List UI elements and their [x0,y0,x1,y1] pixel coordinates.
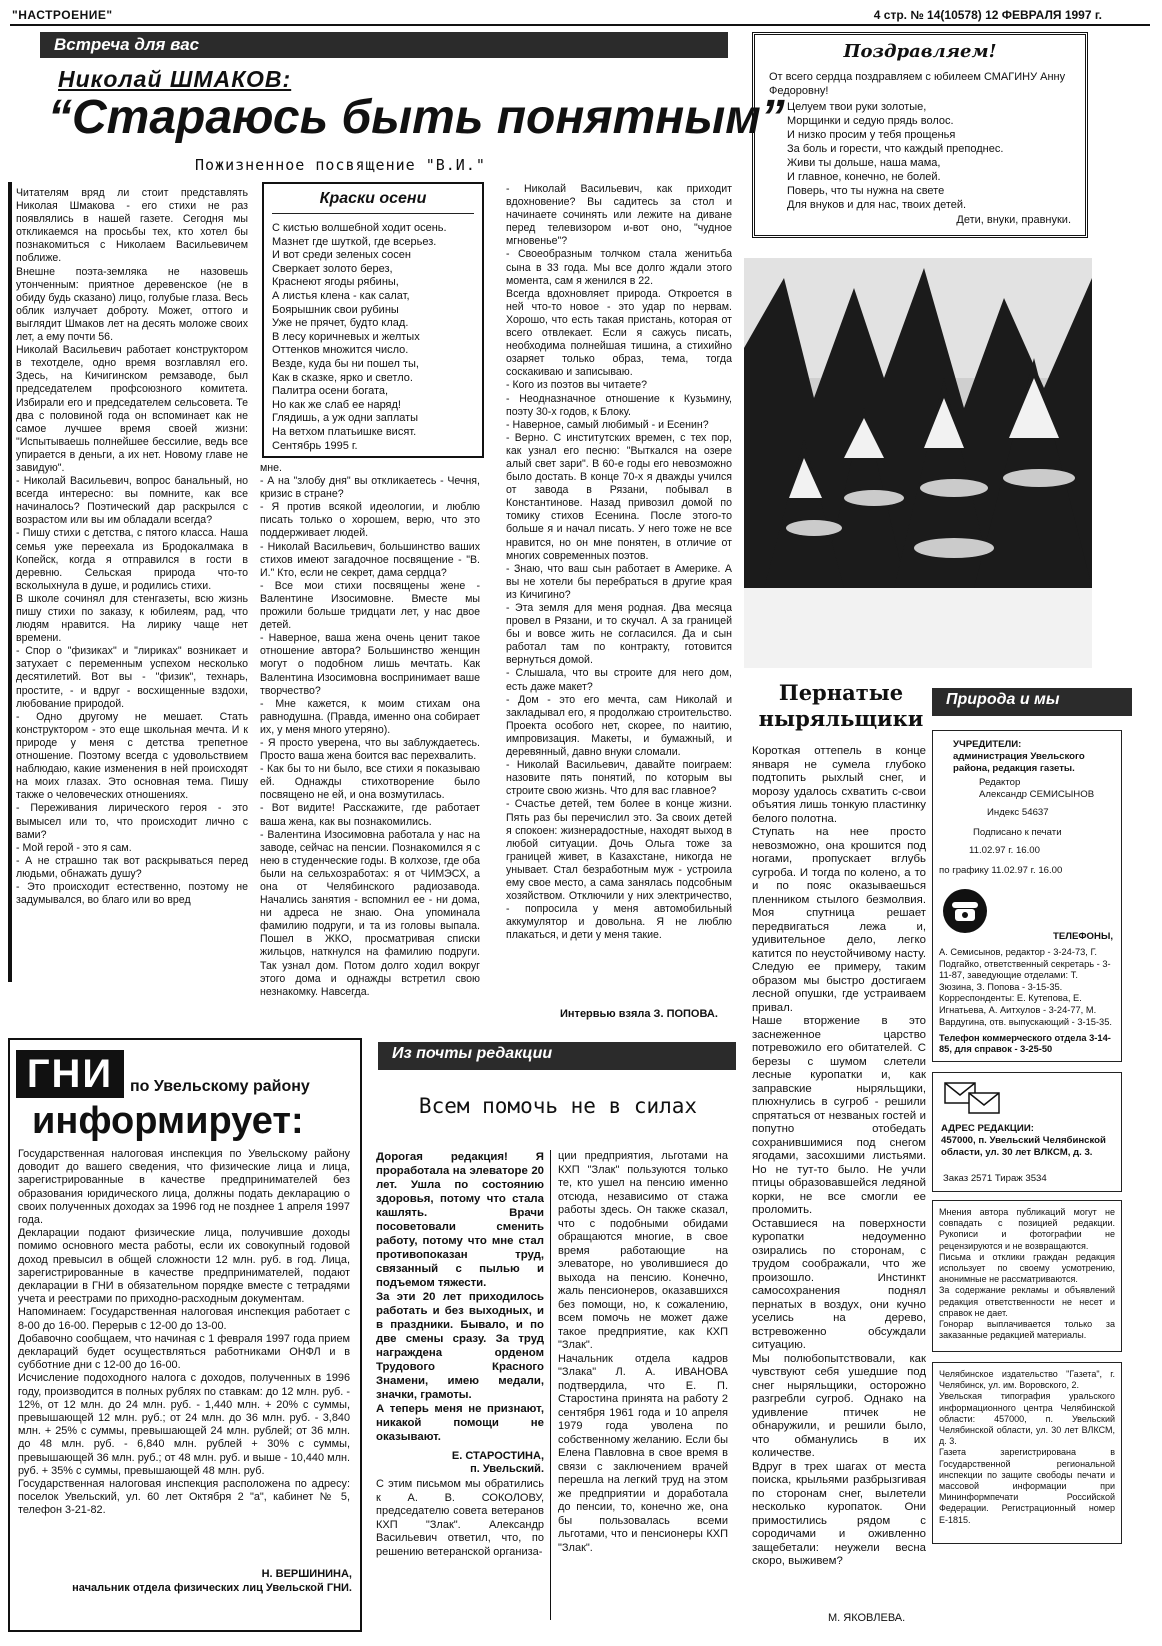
commerce-phone: Телефон коммерческого отдела 3-14-85, для справок - 3-25-50 [939,1033,1111,1055]
header-rule [10,24,1150,26]
letter-response: С этим письмом мы обратились к А. В. СОКОЛОВУ, председателю совета ветеранов КХП "Злак". Александр Васильевич ответил, что, по решению ветеранской организа- [376,1478,544,1558]
order-line: Заказ 2571 Тираж 3534 [943,1173,1047,1184]
publisher-box [932,1362,1122,1544]
signed-date: 11.02.97 г. 16.00 [969,845,1040,856]
greeting-box [752,32,1088,238]
birds-text: Короткая оттепель в конце января не сумела глубоко подтопить рыхлый снег, и морозу удалось схватить с-свои объятия лишь тонкую пластинку белого полотна. Ступать на нее просто невозможно, она крошится под ногами, пропускает вглубь сугроба. И тогда по колено, а то и по пояс оказываешься пленником стылого безмолвия. Моя спутница решает передвигаться лежа и, удивительное дело, легко катится по неустойчивому насту. Следую ее примеру, таким образом мы быстро достигаем лесной опушки, где устраиваем привал. Наше вторжение в это заснеженное царство потревожило его обитателей. С березы с шумом слетели лесные куропатки и, как заправские ныряльщики, плюхнулись в сугроб - решили спрятаться от незваных гостей и попутно отобедать сохранившимися под снегом ягодами, засохшими листьями. Но не тут-то было. Не учли птицы образовавшейся ледяной корки, не все смогли ее проломить. Оставшиеся на поверхности куропатки недоуменно озирались по сторонам, с трудом соображали, что же произошло. Инстинкт самосохранения поднял пернатых в воздух, они кучно уселись на дерево, встревоженно обсуждали ситуацию. Мы полюбопытствовали, как чувствуют себя ушедшие под снег ныряльщики, осторожно разгребли сугроб. Однако на удивление птичек не обнаружили, и решили было, что обманулись в их количестве. Вдруг в трех шагах от места поиска, крыльями разбрызгивая по сторонам снег, вылетели несколько куропаток. Они примостились рядом с сородичами и оживленно защебетали: неужели весна скоро, выживем? [752,745,926,1567]
letter-author-place: п. Увельский. [470,1463,544,1475]
letter-column-2: ции предприятия, льготами на КХП "Злак" пользуются только те, кто ушел на пенсию именно отсюда, независимо от стажа работы здесь. Он также сказал, что с подобными обидами обращаются многие, в свое время работающие на элеваторе, но уволившиеся до выхода на пенсию. Конечно, жаль пенсионеров, оказавшихся без помощи, но, к сожалению, всем помочь не может даже такое предприятие, как КХП "Злак". Начальник отдела кадров "Злака" Л. А. ИВАНОВА подтвердила, что Е. П. Старостина принята на работу 2 сентября 1961 года и 10 апреля 1979 года уволена по собственному желанию. Если бы Елена Павловна в свое время в связи с заключением врачей перешла на легкий труд на этом же предприятии и доработала до пенсии, то, конечно же, она бы пользовалась всеми льготами, что и пенсионеры КХП "Злак". [558,1150,728,1554]
winter-forest-photo [744,258,1092,668]
left-bar [8,182,12,982]
subscription-index: Индекс 54637 [987,807,1049,818]
poem-box [262,182,484,458]
letter-author: Е. СТАРОСТИНА, [451,1450,544,1462]
tax-logo: ГНИ [16,1050,124,1098]
tax-text: Государственная налоговая инспекция по Увельскому району доводит до вашего сведения, что физические лица и лица, зарегистрированные в качестве предпринимателей без образования юридического лица, должны подать декларацию о своих полученных доходах за 1996 год не позднее 1 апреля 1997 года. Декларации подают физические лица, получившие доходы помимо основного места работы, если их совокупный годовой доход превысил в общей сложности 12 млн. руб. в год. Лица, зарегистрированные в качестве предпринимателей, подают декларации в ГНИ в обязательном порядке вместе с тетрадями учета и реестрами по приходно-расходным документам. Напоминаем: Государственная налоговая инспекция работает с 8-00 до 16-00. Перерыв с 12-00 до 13-00. Добавочно сообщаем, что начиная с 1 февраля 1997 года прием деклараций будет осуществляться работниками ОНФЛ и в субботние дни с 12-00 до 16-00. Исчисление подоходного налога с доходов, полученных в 1996 году, производится в полных рублях по ставкам: до 12 млн. руб. - 12%, от 12 млн. до 24 млн. руб. - 1,440 млн. + 20% с суммы, превышающей 12 млн. руб.; от 24 млн. до 36 млн. руб. - 3,840 млн. + 25% с суммы, превышающей 24 млн. рублей; от 36 млн. до 48 млн. руб. - 6,840 млн. рублей + 30% с суммы, превышающей 36 млн. руб.; от 48 млн. руб. и выше - 10,440 млн. руб. + 35% с суммы, превышающей 48 млн. руб. Государственная налоговая инспекция расположена по адресу: поселок Увельский, ул. 60 лет Октября 2 "а", кабинет № 5, телефон 3-21-82. [18,1148,350,1517]
birds-signature: М. ЯКОВЛЕВА. [828,1612,906,1624]
tax-line2: информирует: [32,1100,304,1142]
interview-column-1: Читателям вряд ли стоит представлять Николая Шмакова - его стихи не раз появлялись в нашей газете. Сегодня мы откликаемся на просьбы тех, кто хотел бы познакомиться с Николаем Васильевичем поближе. Внешне поэта-земляка не назовешь утонченным: приятное деревенское (не в обиду будь сказано) лицо, голубые глаза. Весь облик излучает доброту. Может, оттого и выглядит Шмаков лет на десять моложе своих лет, а ему почти 56. Николай Васильевич работает конструктором в техотделе, одно время возглавлял его. Здесь, на Кичигинском ремзаводе, был председателем профсоюзного комитета. Избирали его и председателем сельсовета. Те два с половиной года он вспоминает как не самое лучшее время своей жизни: "Испытываешь полнейшее бессилие, ведь все упирается в деньги, а их нет. Новому главе не завидую". - Николай Васильевич, вопрос банальный, но всегда интересно: вы помните, как все начиналось? Поэтический дар раскрылся с возрастом или вы им обладали всегда? - Пишу стихи с детства, с пятого класса. Наша семья уже переехала из Бродокалмака в Копейск, когда я отправился в гости в деревню. Сельская природа что-то всколыхнула в душе, и родились стихи. В школе сочинял для стенгазеты, всю жизнь пишу стихи по заказу, к юбилеям, рад, что людям нравится. На лирику чаще нет времени. - Спор о "физиках" и "лириках" возникает и затухает с переменным успехом несколько десятилетий. Вот вы - "физик", технарь, простите, - и вдруг - восхищенные вздохи, любование природой. - Одно другому не мешает. Стать конструктором - это еще школьная мечта. И к природе у меня с детства трепетное отношение. Поэтому всегда с удовольствием наблюдаю, какие изменения в ней происходят на моих глазах. Это основная тема. Пишу также о человеческих отношениях. - Переживания лирического героя - это вымысел или то, что происходит лично с вами? - Мой герой - это я сам. - А не страшно так вот раскрываться перед людьми, обнажать душу? - Это происходит естественно, поэтому не задумывался, во благо или во вред [16,187,248,907]
interview-headline: “Стараюсь быть понятным” [48,91,785,144]
publisher-text: Челябинское издательство "Газета", г. Челябинск, ул. им. Воровского, 2. Увельская типография уральского информационного центра Челябинской области: 457000, п. Увельский Челябинской области, ул. 30 лет ВЛКСМ, д. 3. Газета зарегистрирована в Государственной региональной инспекции по защите свободы печати и массовой информации при Мининформпечати Российской Федерации. Регистрационный номер Е-1815. [939,1369,1115,1525]
tax-signer-title: начальник отдела физических лиц Увельской ГНИ. [72,1582,352,1594]
greeting-verse: Целуем твои руки золотые, Морщинки и седую прядь волос. И низко просим у тебя прощенья За боль и горести, что каждый преподнес. Живи ты дольше, наша мама, И главное, конечно, не болей. Поверь, что ты нужна на свете Для внуков и для нас, твоих детей. [787,101,1004,211]
poem-title: Краски осени [319,190,427,207]
disclaimer-box [932,1200,1122,1352]
founders: УЧРЕДИТЕЛИ: администрация Увельского района, редакция газеты. [953,739,1085,774]
poem-text: С кистью волшебной ходит осень. Мазнет где шуткой, где всерьез. И вот среди зеленых сосен Сверкает золото берез, Краснеют ягоды рябины, А листья клена - как салат, Боярышник свои рубины Уже не прячет, будто клад. В лесу коричневых и желтых Оттенков множится число. Везде, куда бы ни пошел ты, Как в сказке, ярко и светло. Палитра осени богата, Но как же слаб ее наряд! Глядишь, а уж одни заплаты На ветхом платьишке висят. Сентябрь 1995 г. [272,222,447,452]
interview-signature: Интервью взяла З. ПОПОВА. [560,1008,718,1020]
schedule-line: по графику 11.02.97 г. 16.00 [939,865,1063,876]
birds-headline: Пернатые ныряльщики [758,680,924,731]
interview-column-3: - Николай Васильевич, как приходит вдохновение? Вы садитесь за стол и начинаете сочинять или лежите на диване перед телевизором и-вот оно, "чудное мгновенье"? - Своеобразным толчком стала женитьба сына в 33 года. Мы все долго ждали этого момента, сам я женился в 22. Всегда вдохновляет природа. Откроется в ней что-то новое - это удар по нервам. Хорошо, что есть такая пристань, которая от всего отвлекает. Если я сажусь писать, необходима полнейшая тишина, а стихийно озаряет только образ, тема, тогда соскакиваю и записываю. - Кого из поэтов вы читаете? - Неодназначное отношение к Кузьмину, поэту 30-х годов, к Блоку. - Наверное, самый любимый - и Есенин? - Верно. С институтских времен, с тех пор, как узнал его песню: "Выткался на озере алый свет зари". В 60-е годы его невозможно было достать. В конце 70-х я дважды учился от завода в Рязани, побывал в Константинове. Назад привозил домой по томику стихов Есенина. После этого-то больше я и начал писать. У него тоже не все нравится, но он мне понятен, в отличие от многих современных поэтов. - Знаю, что ваш сын работает в Америке. А вы не хотели бы перебраться в другие края из Кичигино? - Эта земля для меня родная. Два месяца провел в Рязани, и то скучал. А за границей бы и вовсе жить не согласился. Да и сын работал там по контракту, готовится вернуться домой. - Слышала, что вы строите для него дом, есть даже макет? - Дом - это его мечта, сам Николай и закладывал его, я продолжаю строительство. Проекта особого нет, скорее, по наитию, импровизация. Макеты, и бумажный, и деревянный, давно внуки сломали. - Николай Васильевич, давайте поиграем: назовите пять понятий, по которым вы строите свою жизнь. Что для вас главное? - Счастье детей, тем более в конце жизни. Пять раз бы перечислил это. За своих детей я спокоен: жизнерадостные, находят выход в любой ситуации. Дочь Ольга тоже за границей живет, в Казахстане, никогда не унывает. Стал безработным муж - устроила ему свое место, а сама занялась подсобным хозяйством. Отключили у них электричество, - попросила у меня автомобильный аккумулятор и довольна. Я не люблю плакаться, и дети у меня такие. [506,183,732,942]
editor-line: Редактор Александр СЕМИСЫНОВ [979,777,1095,800]
greeting-signature: Дети, внуки, правнуки. [956,214,1071,226]
paper-name: "НАСТРОЕНИЕ" [12,8,113,22]
letters-headline: Всем помочь не в силах [418,1094,698,1118]
letters-rubric: Из почты редакции [378,1042,736,1070]
interview-author: Николай ШМАКОВ: [58,66,292,92]
letter-text: Дорогая редакция! Я проработала на элеваторе 20 лет. Ушла по состоянию здоровья, потому что стала кашлять. Врачи посоветовали сменить работу, потому что мне стал противопоказан труд, связанный с пылью и подъемом тяжести. За эти 20 лет приходилось работать и без выходных, и в праздники. Бывало, и по две смены сразу. За труд награждена орденом Трудового Красного Знамени, имею медали, значки, грамоты. А теперь меня не признают, никакой помощи не оказывают. [376,1151,544,1443]
address-box [932,1072,1122,1192]
letters-column-rule [550,1150,551,1620]
interview-subtitle: Пожизненное посвящение "В.И." [195,156,486,174]
tax-box [8,1038,362,1632]
phones-list: А. Семисынов, редактор - 3-24-73, Г. Подгайко, ответственный секретарь - 3-11-87, заведующие отделами: Т. Зюзина, З. Попова - 3-15-35. Корреспонденты: Е. Кутепова, Е. Игнатьева, А. Аитхулов - 3-24-77, М. Вардугина, отв. выпускающий - 3-15-35. [939,947,1112,1027]
greeting-title: Поздравляем! [843,41,997,62]
interview-column-2: мне. - А на "злобу дня" вы откликаетесь - Чечня, кризис в стране? - Я против всякой идеологии, и люблю писать только о хорошем, верю, что это поддерживает людей. - Николай Васильевич, большинство ваших стихов имеют загадочное посвящение - "В. И." Кто, если не секрет, дама сердца? - Все мои стихи посвящены жене - Валентине Изосимовне. Вместе мы прожили больше тридцати лет, у нас двое детей. - Наверное, ваша жена очень ценит такое отношение автора? Большинство женщин могут о подобном лишь мечтать. Как Валентина Изосимовна воспринимает ваше творчество? - Мне кажется, к моим стихам она равнодушна. (Правда, именно она собирает их, у меня много утеряно). - Я просто уверена, что вы заблуждаетесь. Просто ваша жена боится вас перехвалить. - Как бы то ни было, все стихи я показываю ей. Однажды стихотворение было посвящено не ей, и она возмутилась. - Вот видите! Расскажите, где работает ваша жена, как вы познакомились. - Валентина Изосимовна работала у нас на заводе, сейчас на пенсии. Познакомился я с нею в студенческие годы. В колхозе, где оба были на сельхозработах: я от ЧИМЭСХ, а она от Челябинского радиозавода. Начались занятия - вспомнил ее - ни дома, ни адреса не знаю. Она упоминала фамилию подруги, и та из головы выпала. Пошел в ЖКО, просматривая списки жильцов, наткнулся на фамилию подруги. Так узнал дом. Потом долго ходил вокруг этого дома и однажды встретил свою незнакомку. Навсегда. [260,462,480,998]
tax-line1: по Увельскому району [130,1078,310,1095]
greeting-intro: От всего сердца поздравляем с юбилеем СМАГИНУ Анну Федоровну! [769,71,1066,97]
imprint-box [932,730,1122,1062]
signed-label: Подписано к печати [973,827,1062,838]
envelope-icon [943,1081,1003,1121]
issue-line: 4 стр. № 14(10578) 12 ФЕВРАЛЯ 1997 г. [873,8,1102,22]
address-title: АДРЕС РЕДАКЦИИ: [941,1123,1034,1134]
phones-title: ТЕЛЕФОНЫ, [1052,931,1113,942]
tax-signer: Н. ВЕРШИНИНА, [261,1568,352,1580]
rubric-band: Встреча для вас [40,32,728,58]
address-text: 457000, п. Увельский Челябинской области, ул. 30 лет ВЛКСМ, д. 3. [941,1135,1106,1158]
disclaimer-text: Мнения автора публикаций могут не совпадать с позицией редакции. Рукописи и фотографии не рецензируются и не возвращаются. Письма и отклики граждан редакция использует по своему усмотрению, анонимные не рассматриваются. За содержание рекламы и объявлений редакция ответственности не несет и справок не дает. Гонорар выплачивается только за заказанные редакцией материалы. [939,1207,1115,1341]
telephone-icon [943,889,987,933]
nature-rubric: Природа и мы [932,688,1132,716]
